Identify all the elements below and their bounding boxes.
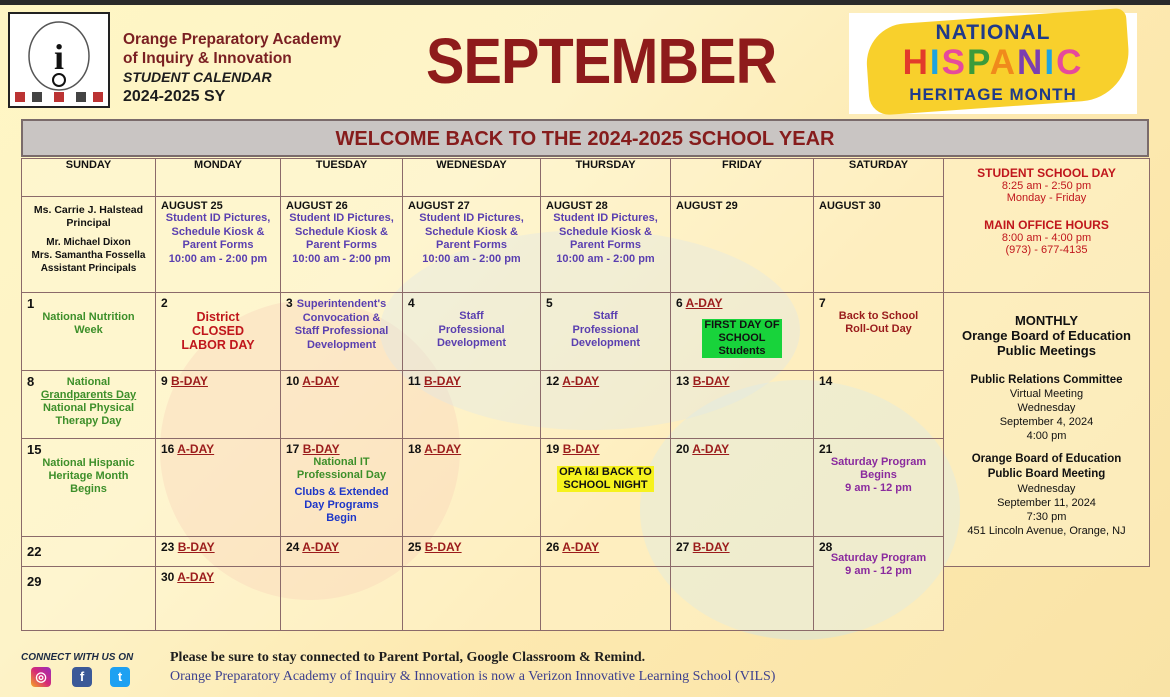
- day-number: 27: [676, 540, 690, 554]
- board-title-1: Orange Board of Education: [961, 328, 1131, 343]
- date-label: AUGUST 27: [408, 200, 470, 212]
- rotation-day: A-DAY: [177, 442, 215, 456]
- office-phone: (973) - 677-4135: [1005, 244, 1088, 256]
- rotation-day: A-DAY: [692, 442, 730, 456]
- day-number: 20: [676, 442, 690, 456]
- event-line: SCHOOL NIGHT: [563, 479, 648, 491]
- footer-line2: Orange Preparatory Academy of Inquiry & Innovation is now a Verizon Innovative Learning School (VILS): [170, 669, 776, 684]
- event-time: 10:00 am - 2:00 pm: [556, 252, 655, 265]
- prc-detail: September 4, 2024: [999, 416, 1094, 428]
- prc-detail: 4:00 pm: [1026, 430, 1067, 442]
- rotation-day: B-DAY: [171, 374, 208, 388]
- event-line: FIRST DAY OF: [704, 319, 780, 331]
- date-label: AUGUST 29: [676, 200, 738, 212]
- day-cell: [22, 371, 156, 439]
- connect-label: CONNECT WITH US ON: [21, 652, 134, 663]
- office-title: MAIN OFFICE HOURS: [984, 218, 1109, 232]
- day-cell: [22, 567, 156, 631]
- event-line: Development: [436, 337, 507, 349]
- day-cell: [403, 567, 541, 631]
- office-hours: 8:00 am - 4:00 pm: [1001, 232, 1092, 244]
- day-number: 1: [27, 296, 35, 311]
- observance-line: Begins: [70, 483, 107, 495]
- day-cell: [814, 439, 944, 537]
- day-cell: [281, 197, 403, 293]
- staff-cell: [22, 197, 156, 293]
- day-cell: [541, 293, 671, 371]
- event-line: Parent Forms: [182, 239, 254, 251]
- svg-text:i: i: [53, 37, 65, 77]
- day-cell: [22, 439, 156, 537]
- event-line: Saturday Program: [830, 552, 927, 564]
- rotation-day: A-DAY: [302, 374, 340, 388]
- rotation-day: B-DAY: [562, 442, 600, 456]
- day-cell: [22, 293, 156, 371]
- pbm-title-1: Orange Board of Education: [971, 453, 1122, 465]
- badge-line1: NATIONAL: [935, 21, 1051, 44]
- event-line: Schedule Kiosk &: [295, 225, 388, 238]
- monthly-title: MONTHLY: [1014, 313, 1079, 328]
- day-number: 2: [161, 296, 168, 310]
- day-number: 10: [286, 374, 300, 388]
- rotation-day: B-DAY: [424, 540, 462, 554]
- prc-detail: Wednesday: [1017, 402, 1076, 414]
- event-line: Saturday Program: [830, 456, 927, 468]
- observance-line: Heritage Month: [48, 470, 129, 482]
- badge-line2: [849, 43, 1137, 83]
- board-title-2: Public Meetings: [997, 343, 1096, 358]
- event-time: 10:00 am - 2:00 pm: [292, 252, 391, 265]
- event-line: Superintendent's: [296, 298, 387, 310]
- event-line: Begins: [860, 469, 897, 481]
- event-line: Parent Forms: [570, 239, 641, 251]
- instagram-icon[interactable]: ◎: [31, 667, 51, 687]
- day-cell: [156, 371, 281, 439]
- day-number: 25: [408, 540, 422, 554]
- board-meetings-panel: [944, 293, 1150, 567]
- day-cell: [403, 371, 541, 439]
- badge-letter: H: [902, 43, 930, 82]
- day-cell: [671, 567, 814, 631]
- rotation-day: A-DAY: [177, 570, 215, 584]
- event-line: Development: [570, 337, 641, 349]
- event-line: Back to School: [838, 310, 919, 322]
- day-cell: [541, 371, 671, 439]
- event-line: Convocation &: [302, 311, 381, 324]
- observance-line: Grandparents Day: [40, 389, 137, 401]
- school-name-line1: Orange Preparatory Academy: [123, 31, 342, 48]
- assistant-principal-title: Assistant Principals: [40, 263, 137, 274]
- observance-line: Week: [74, 324, 103, 336]
- event-line: Students: [718, 345, 766, 357]
- day-number: 21: [819, 442, 833, 456]
- event-line: OPA I&I BACK TO: [559, 466, 652, 478]
- month-title: SEPTEMBER: [426, 25, 777, 97]
- date-label: AUGUST 26: [286, 200, 348, 212]
- event-line: Staff Professional: [294, 325, 389, 337]
- event-line: Parent Forms: [306, 239, 377, 251]
- day-cell: [281, 537, 403, 567]
- weekday-thursday: THURSDAY: [541, 159, 671, 197]
- day-cell: [814, 293, 944, 371]
- heritage-month-badge: [849, 13, 1137, 114]
- day-number: 18: [408, 442, 422, 456]
- weekday-header-row: [22, 159, 1150, 197]
- rotation-day: A-DAY: [302, 540, 340, 554]
- day-cell: [156, 537, 281, 567]
- student-day-title: STUDENT SCHOOL DAY: [977, 166, 1116, 180]
- day-number: 16: [161, 442, 175, 456]
- day-cell: [156, 567, 281, 631]
- principal-title: Principal: [66, 217, 111, 229]
- event-line: Schedule Kiosk &: [559, 225, 652, 238]
- badge-letter: S: [941, 43, 968, 82]
- student-day-days: Monday - Friday: [1006, 192, 1087, 204]
- day-cell: [541, 197, 671, 293]
- event-line: Student ID Pictures,: [289, 212, 394, 224]
- badge-letter: A: [989, 43, 1018, 82]
- day-cell: [541, 567, 671, 631]
- day-number: 15: [27, 442, 42, 457]
- day-cell: [156, 293, 281, 371]
- pbm-detail: 451 Lincoln Avenue, Orange, NJ: [967, 525, 1126, 537]
- observance-line: National: [66, 376, 111, 388]
- first-day-highlight: [702, 319, 781, 358]
- pbm-title-2: Public Board Meeting: [987, 468, 1106, 480]
- calendar-week-row: [22, 567, 1150, 631]
- top-border: [0, 0, 1170, 5]
- day-number: 4: [408, 296, 415, 310]
- day-number: 11: [408, 374, 421, 388]
- day-number: 5: [546, 296, 553, 310]
- badge-letter: I: [1044, 43, 1057, 82]
- rotation-day: B-DAY: [692, 540, 730, 554]
- weekday-monday: MONDAY: [156, 159, 281, 197]
- day-cell: [671, 293, 814, 371]
- school-hours-panel: [944, 159, 1150, 293]
- day-cell: [281, 293, 403, 371]
- day-number: 26: [546, 540, 560, 554]
- closure-line: CLOSED: [191, 324, 245, 338]
- day-number: 29: [27, 574, 42, 589]
- badge-letter: P: [967, 43, 990, 82]
- rotation-day: A-DAY: [424, 442, 462, 456]
- event-time: 10:00 am - 2:00 pm: [168, 252, 268, 265]
- observance-line: National Nutrition: [42, 311, 135, 323]
- date-label: AUGUST 30: [819, 200, 881, 212]
- observance-line: National Hispanic: [42, 457, 135, 469]
- badge-letter: I: [929, 43, 942, 82]
- day-number: 22: [27, 544, 42, 559]
- assistant-principal-2: Mrs. Samantha Fossella: [31, 250, 146, 261]
- principal-name: Ms. Carrie J. Halstead: [33, 204, 144, 216]
- event-line: Clubs & Extended: [294, 486, 389, 498]
- day-number: 30: [161, 570, 175, 584]
- day-cell: [281, 439, 403, 537]
- pbm-detail: 7:30 pm: [1026, 511, 1067, 523]
- day-cell: [814, 371, 944, 439]
- day-number: 7: [819, 296, 826, 310]
- prc-title: Public Relations Committee: [970, 374, 1123, 386]
- calendar-grid: [21, 158, 1150, 631]
- event-time: 10:00 am - 2:00 pm: [422, 252, 521, 265]
- day-number: 9: [161, 374, 168, 388]
- day-cell: [156, 197, 281, 293]
- badge-letter: N: [1017, 43, 1045, 82]
- day-cell: [541, 439, 671, 537]
- day-number: 13: [676, 374, 690, 388]
- day-number: 3: [286, 296, 293, 310]
- footer-line1: Please be sure to stay connected to Parent Portal, Google Classroom & Remind.: [170, 650, 646, 665]
- event-line: Staff: [593, 310, 618, 322]
- day-cell: [671, 197, 814, 293]
- calendar-label: STUDENT CALENDAR: [123, 69, 272, 85]
- day-cell: [22, 537, 156, 567]
- twitter-icon[interactable]: t: [110, 667, 130, 687]
- observance-line: Therapy Day: [55, 415, 122, 427]
- assistant-principal-1: Mr. Michael Dixon: [46, 237, 131, 248]
- day-cell: [403, 293, 541, 371]
- day-number: 28: [819, 540, 833, 554]
- school-logo: [8, 12, 110, 108]
- day-cell: [156, 439, 281, 537]
- event-line: Development: [306, 338, 377, 351]
- rotation-day: B-DAY: [177, 540, 215, 554]
- observance-line: National IT: [313, 456, 370, 468]
- rotation-day: B-DAY: [302, 442, 340, 456]
- event-line: Student ID Pictures,: [165, 212, 271, 224]
- event-line: Student ID Pictures,: [419, 212, 524, 224]
- observance-line: National Physical: [42, 402, 135, 414]
- event-line: Roll-Out Day: [845, 323, 912, 335]
- day-cell: [281, 567, 403, 631]
- event-line: Day Programs: [304, 499, 379, 511]
- day-cell: [403, 537, 541, 567]
- date-label: AUGUST 28: [546, 200, 608, 212]
- event-line: Staff: [459, 310, 484, 322]
- day-number: 8: [27, 374, 35, 389]
- event-line: Begin: [326, 512, 357, 524]
- event-time: 9 am - 12 pm: [845, 482, 912, 494]
- badge-line3: HERITAGE MONTH: [909, 85, 1077, 104]
- event-line: Student ID Pictures,: [553, 212, 658, 224]
- day-number: 14: [819, 374, 833, 388]
- event-line: Parent Forms: [436, 239, 507, 251]
- day-cell: [671, 371, 814, 439]
- student-day-hours: 8:25 am - 2:50 pm: [1001, 180, 1092, 192]
- event-line: Professional: [572, 323, 639, 336]
- facebook-icon[interactable]: f: [72, 667, 92, 687]
- closure-line: District: [196, 310, 240, 324]
- day-cell: [671, 537, 814, 567]
- day-number: 17: [286, 442, 300, 456]
- event-time: 9 am - 12 pm: [845, 565, 912, 577]
- date-label: AUGUST 25: [161, 200, 223, 212]
- welcome-banner: WELCOME BACK TO THE 2024-2025 SCHOOL YEAR: [21, 119, 1149, 157]
- day-cell: [814, 197, 944, 293]
- rotation-day: B-DAY: [692, 374, 730, 388]
- event-line: Schedule Kiosk &: [171, 225, 265, 238]
- rotation-day: A-DAY: [562, 374, 600, 388]
- day-cell: [403, 197, 541, 293]
- event-line: Professional: [438, 323, 505, 336]
- day-cell: [541, 537, 671, 567]
- event-line: Schedule Kiosk &: [425, 225, 518, 238]
- day-number: 23: [161, 540, 175, 554]
- school-name-line2: of Inquiry & Innovation: [123, 50, 292, 67]
- pbm-detail: Wednesday: [1017, 483, 1076, 495]
- day-cell: [814, 537, 944, 631]
- rotation-day: A-DAY: [685, 296, 723, 310]
- day-cell: [281, 371, 403, 439]
- back-to-school-night-highlight: [557, 466, 654, 492]
- event-line: SCHOOL: [718, 332, 766, 344]
- prc-detail: Virtual Meeting: [1009, 388, 1084, 400]
- weekday-tuesday: TUESDAY: [281, 159, 403, 197]
- rotation-day: B-DAY: [424, 374, 461, 388]
- day-cell: [403, 439, 541, 537]
- weekday-wednesday: WEDNESDAY: [403, 159, 541, 197]
- day-cell: [671, 439, 814, 537]
- weekday-sunday: SUNDAY: [22, 159, 156, 197]
- closure-line: LABOR DAY: [181, 338, 255, 352]
- pbm-detail: September 11, 2024: [997, 497, 1096, 509]
- day-number: 6: [676, 296, 683, 310]
- calendar-week-row: [22, 293, 1150, 371]
- weekday-friday: FRIDAY: [671, 159, 814, 197]
- school-year: 2024-2025 SY: [123, 88, 226, 105]
- badge-letter: C: [1056, 43, 1084, 82]
- weekday-saturday: SATURDAY: [814, 159, 944, 197]
- school-info: [123, 30, 341, 106]
- observance-line: Professional Day: [296, 469, 387, 481]
- day-number: 24: [286, 540, 300, 554]
- rotation-day: A-DAY: [562, 540, 600, 554]
- day-number: 12: [546, 374, 560, 388]
- day-number: 19: [546, 442, 560, 456]
